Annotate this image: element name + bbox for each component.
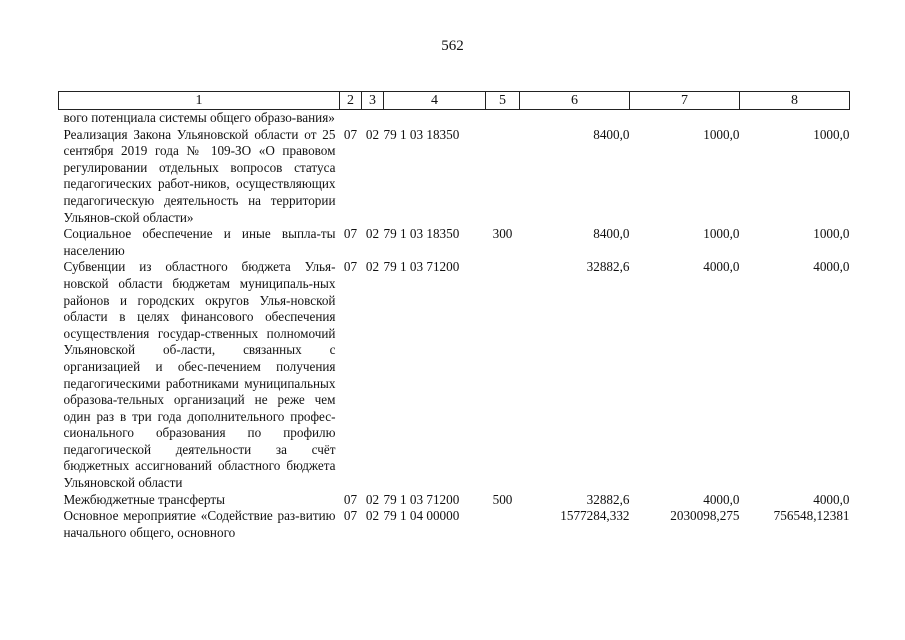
header-col-6: 6 [520,92,630,110]
header-col-8: 8 [740,92,850,110]
row-csr: 79 1 03 18350 [383,226,460,242]
table-row [59,127,850,227]
row-csr: 79 1 03 71200 [383,491,460,507]
row-rz [340,110,362,127]
row-value-col8: 756548,12381 [773,508,850,524]
row-value-col6: 8400,0 [593,226,630,242]
header-col-2: 2 [340,92,362,110]
row-csr: 79 1 04 00000 [383,508,460,524]
row-rz: 07 [343,126,358,142]
row-value-col6 [520,110,630,127]
row-value-col7: 1000,0 [703,126,740,142]
row-pr: 02 [365,508,380,524]
row-value-col8: 1000,0 [813,126,850,142]
row-name: вого потенциала системы общего образо-вания» [63,110,335,125]
row-pr: 02 [365,259,380,275]
row-csr: 79 1 03 71200 [383,259,460,275]
row-value-col7: 1000,0 [703,226,740,242]
header-col-7: 7 [630,92,740,110]
row-pr: 02 [365,226,380,242]
row-rz: 07 [343,491,358,507]
header-col-3: 3 [362,92,384,110]
table-row [59,492,850,509]
row-name: Основное мероприятие «Содействие раз-витию начального общего, основного [63,508,336,540]
row-rz: 07 [343,259,358,275]
row-value-col8 [740,110,850,127]
row-rz: 07 [343,226,358,242]
row-value-col8: 1000,0 [813,226,850,242]
row-vr [486,110,520,127]
row-vr [486,508,520,541]
row-pr [362,110,384,127]
header-col-1: 1 [59,92,340,110]
table-row [59,110,850,127]
row-csr: 79 1 03 18350 [383,126,460,142]
row-value-col7: 2030098,275 [670,508,740,524]
header-col-4: 4 [384,92,486,110]
row-csr [384,110,486,127]
row-vr [486,259,520,491]
row-value-col6: 1577284,332 [560,508,630,524]
row-rz: 07 [343,508,358,524]
row-vr [486,127,520,227]
row-value-col8: 4000,0 [813,491,850,507]
row-value-col6: 8400,0 [593,126,630,142]
row-vr: 300 [492,226,513,242]
row-value-col6: 32882,6 [586,491,630,507]
row-value-col7: 4000,0 [703,259,740,275]
row-name: Социальное обеспечение и иные выпла-ты населению [63,226,336,258]
table-row [59,508,850,541]
row-value-col7 [630,110,740,127]
budget-table [58,91,850,541]
row-name: Субвенции из областного бюджета Улья-новской области бюджетам муниципаль-ных районов и городских округов Улья-новской области в целях финансового обеспечения осуществления государ-ственных полномочий Ульяновской об-ласти, связанных с организацией и обес-печением получения педагогическими работниками муниципальных образова-тельных организаций не реже чем один раз в три года дополнительного профес-сионального образования по профилю педагогической деятельности за счёт бюджетных ассигнований областного бюджета Ульяновской области [63,259,336,491]
row-name: Межбюджетные трансферты [63,491,225,507]
row-value-col8: 4000,0 [813,259,850,275]
row-value-col6: 32882,6 [586,259,630,275]
header-col-5: 5 [486,92,520,110]
row-vr: 500 [492,491,513,507]
page-number: 562 [441,38,464,54]
row-pr: 02 [365,126,380,142]
column-number-header-row [59,92,850,110]
table-row [59,259,850,491]
row-value-col7: 4000,0 [703,491,740,507]
row-name: Реализация Закона Ульяновской области от 25 сентября 2019 года № 109-ЗО «О правовом регулировании отдельных вопросов статуса педагогических работ-ников, осуществляющих педагогическую деятельность на территории Ульянов-ской области» [63,126,336,225]
row-pr: 02 [365,491,380,507]
table-row [59,226,850,259]
